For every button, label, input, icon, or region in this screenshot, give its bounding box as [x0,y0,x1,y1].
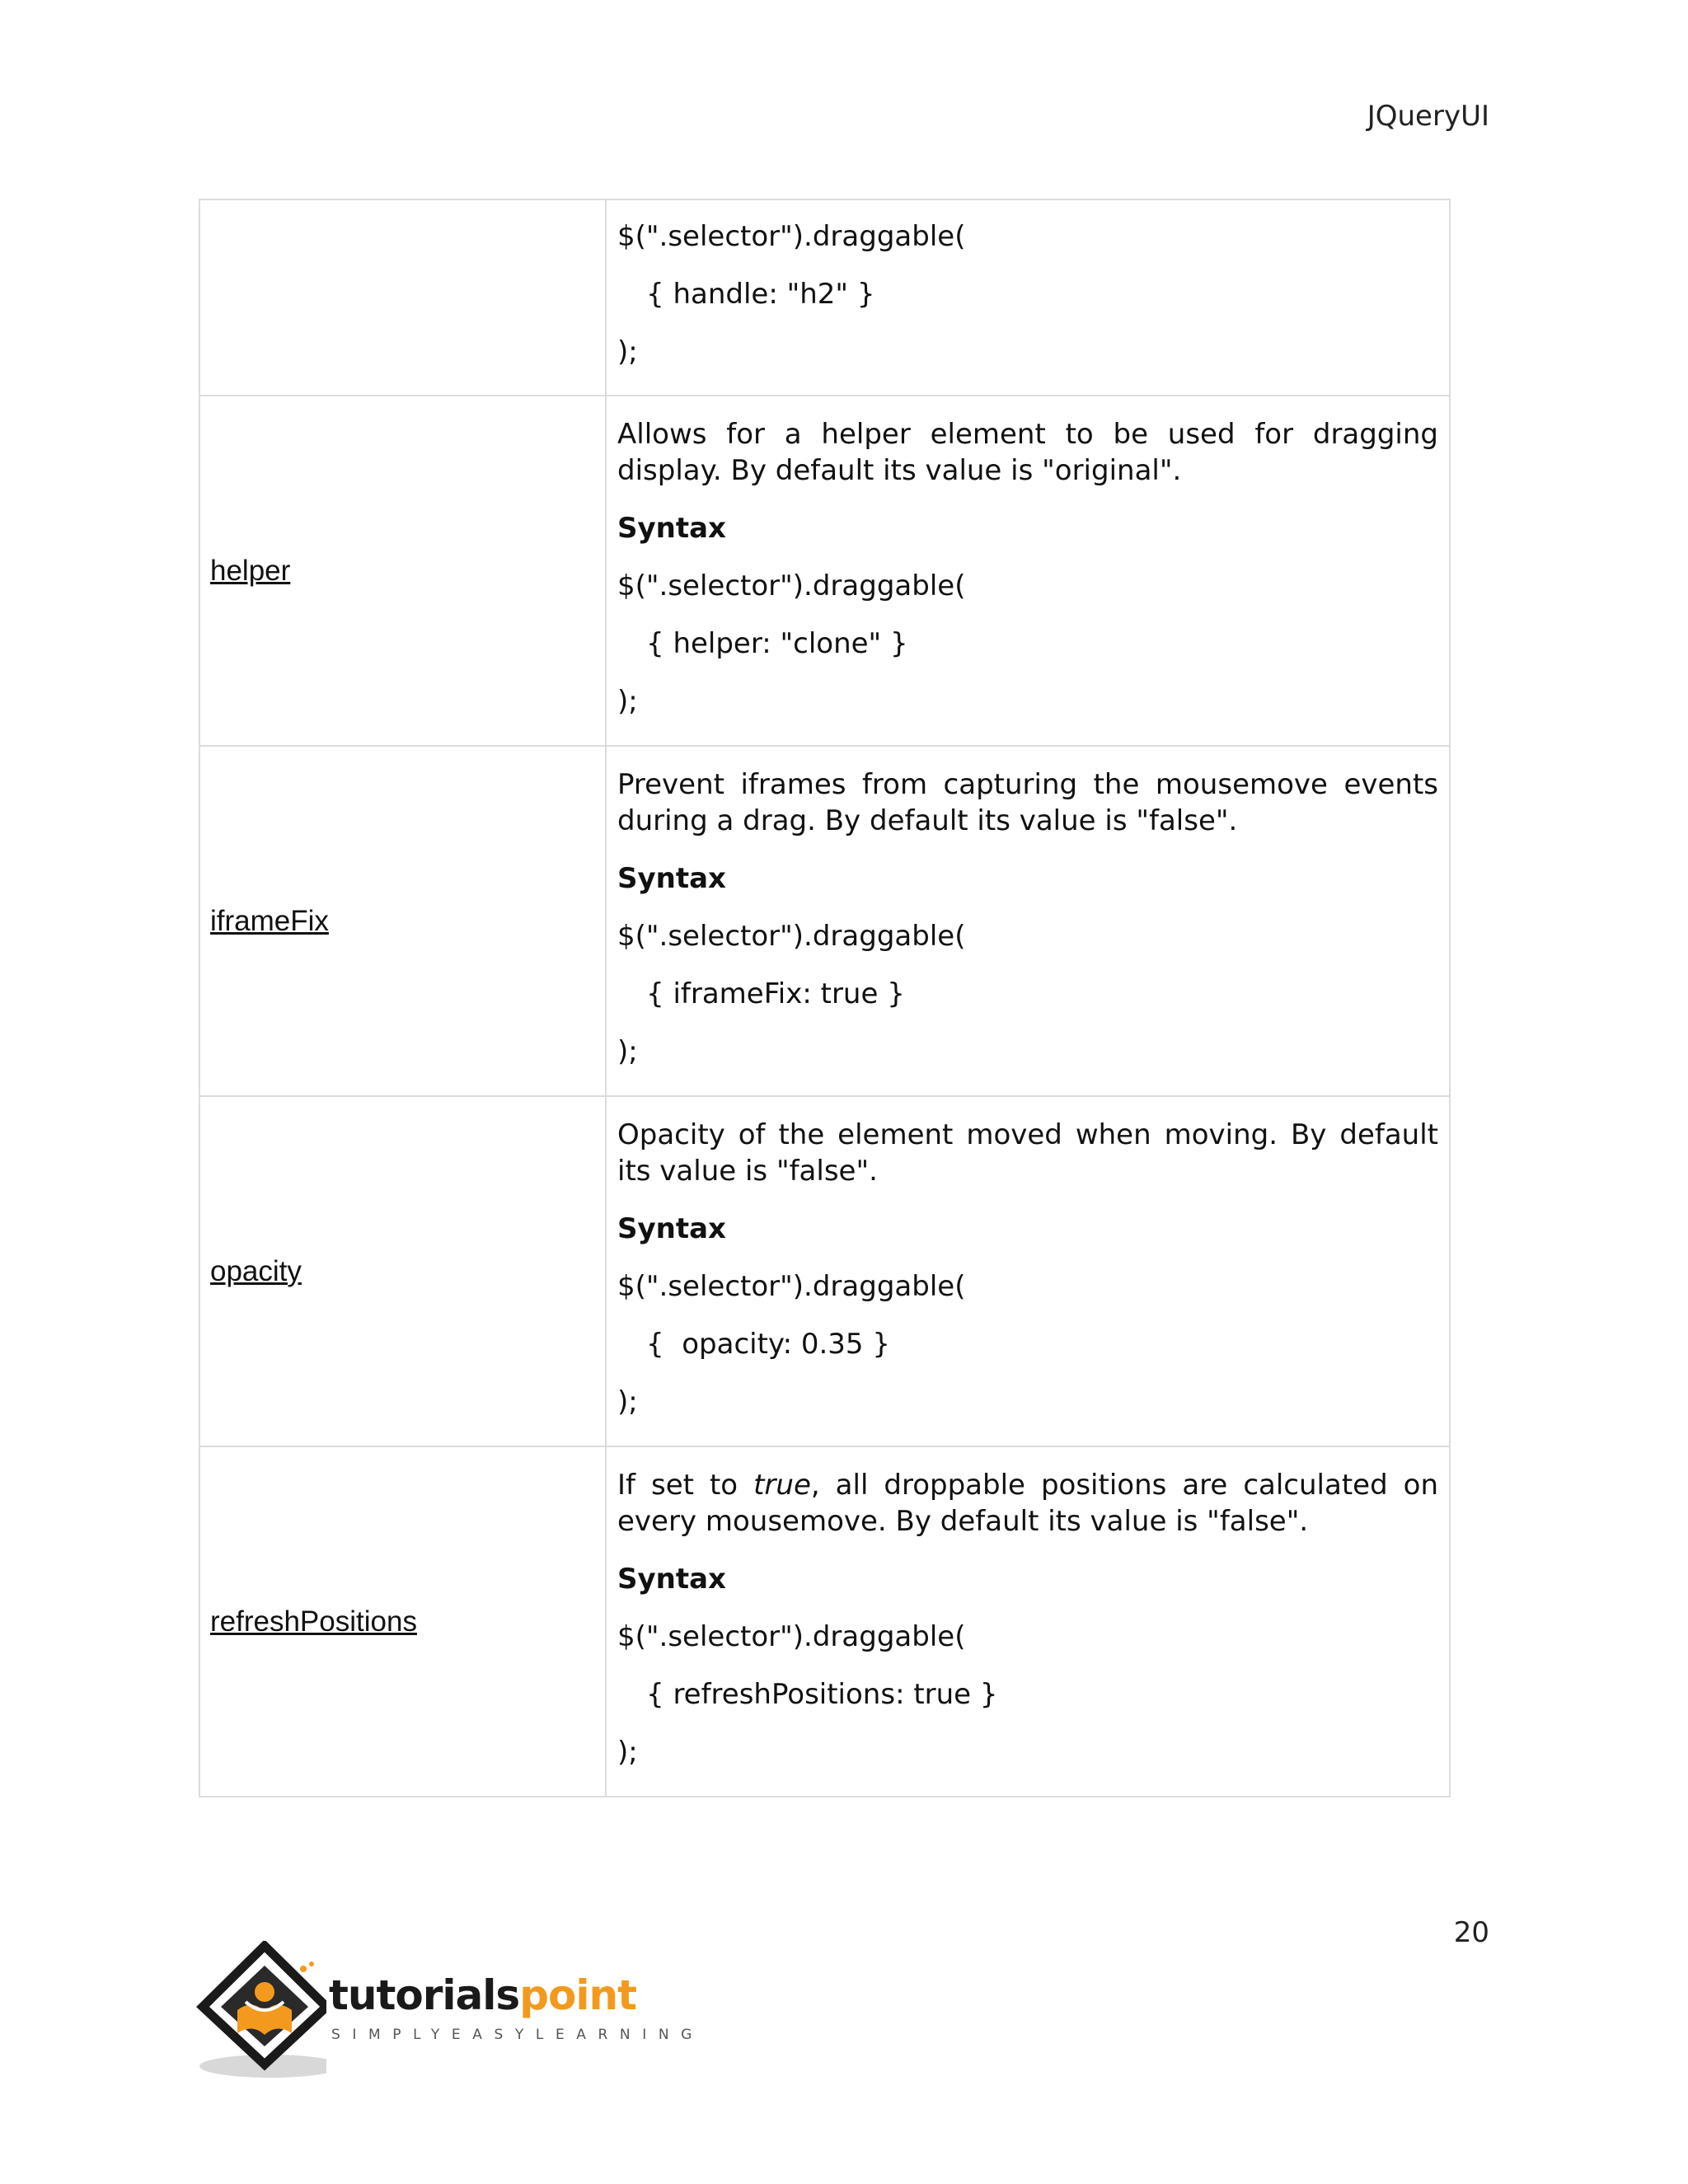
description-text: If set to [617,1468,754,1502]
option-link-helper[interactable]: helper [210,554,291,587]
tutorialspoint-logo [195,1941,704,2089]
code-line: ); [617,684,638,718]
option-name-cell [199,1446,606,1797]
option-link-refreshpositions[interactable]: refreshPositions [210,1605,417,1638]
logo-tagline: SIMPLYEASYLEARNING [331,2027,704,2043]
table-row-continued [199,199,1450,396]
logo-emblem-icon [195,1941,326,2089]
page-number: 20 [1453,1916,1489,1949]
code-line: ); [617,335,638,368]
code-line: $(".selector").draggable( [617,220,966,253]
code-line: $(".selector").draggable( [617,569,966,602]
code-line: $(".selector").draggable( [617,1269,966,1303]
table-row-iframefix [199,746,1450,1096]
option-description [617,1467,1438,1540]
code-line: { refreshPositions: true } [646,1677,998,1711]
code-line: { opacity: 0.35 } [646,1327,890,1361]
option-name-cell [199,396,606,746]
code-line: ); [617,1034,638,1068]
option-description-cell [606,1446,1450,1797]
syntax-label: Syntax [617,511,726,545]
description-emphasis: true [753,1468,811,1502]
option-description: Opacity of the element moved when moving. By default its value is "false". [617,1118,1438,1188]
code-line: { handle: "h2" } [646,278,875,311]
option-link-opacity[interactable]: opacity [210,1254,302,1287]
code-line: $(".selector").draggable( [617,1619,966,1653]
option-name-cell [199,199,606,396]
option-description: Allows for a helper element to be used for dragging display. By default its value is "original". [617,417,1438,487]
syntax-label: Syntax [617,861,726,895]
description-text: , all droppable positions are calculated on every mousemove. By default its value is "false". [617,1468,1439,1538]
code-line: ); [617,1735,638,1769]
table-row-refreshpositions [199,1446,1450,1797]
code-line: { helper: "clone" } [646,626,908,660]
options-table [199,199,1451,1797]
code-line: ); [617,1385,638,1418]
option-description-cell [606,746,1450,1096]
logo-wordmark: tutorialspoint [329,1971,636,2019]
running-header: JQueryUI [1367,100,1489,133]
option-link-iframefix[interactable]: iframeFix [210,904,329,937]
table-row-helper [199,396,1450,746]
option-description-cell [606,199,1450,396]
option-description-cell [606,396,1450,746]
code-line: $(".selector").draggable( [617,919,966,953]
option-name-cell [199,746,606,1096]
table-row-opacity [199,1096,1450,1446]
syntax-label: Syntax [617,1212,726,1245]
syntax-label: Syntax [617,1562,726,1596]
code-line: { iframeFix: true } [646,977,905,1010]
option-description-cell [606,1096,1450,1446]
option-name-cell [199,1096,606,1446]
option-description: Prevent iframes from capturing the mousemove events during a drag. By default its value is "false". [617,767,1438,837]
